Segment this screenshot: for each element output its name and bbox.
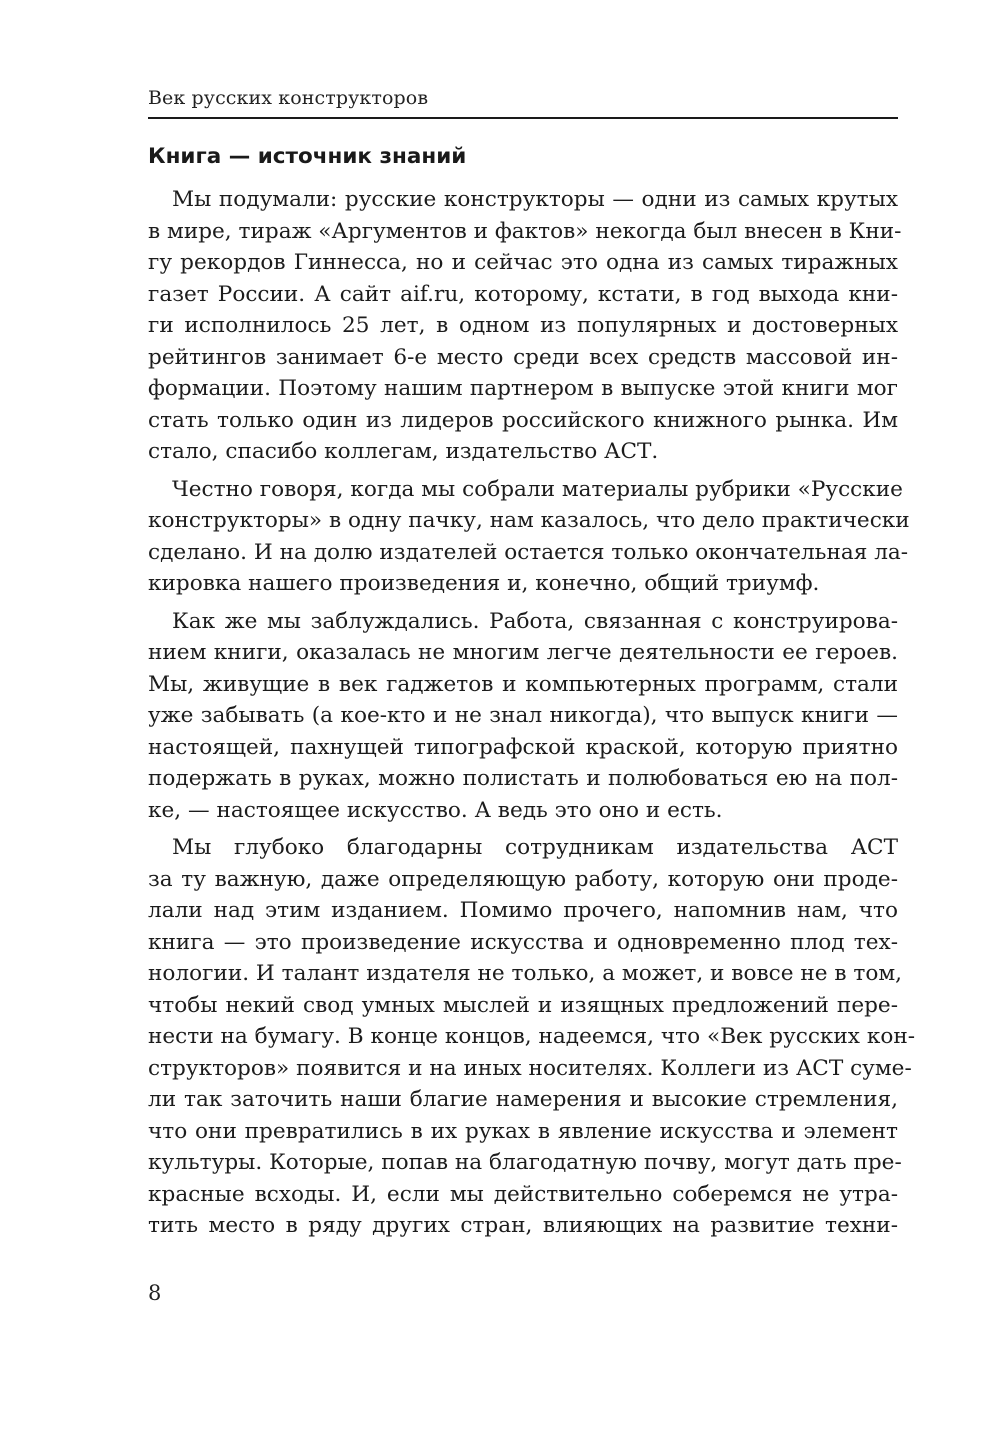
text-line: что они превратились в их руках в явление искусства и элемент — [148, 1118, 898, 1144]
text-line: конструкторы» в одну пачку, нам казалось, что дело практически — [148, 508, 910, 533]
page-body — [148, 140, 916, 1248]
text-line: настоящей, пахнущей типографской краской, которую приятно — [148, 734, 898, 760]
text-line: Мы глубоко благодарны сотрудникам издательства АСТ — [172, 835, 898, 860]
paragraphs-container — [148, 184, 916, 1242]
text-line: нологии. И талант издателя не только, а может, и вовсе не в том, — [148, 961, 903, 986]
text-line: подержать в руках, можно полистать и полюбоваться ею на пол- — [148, 766, 898, 791]
text-line: красные всходы. И, если мы действительно соберемся не утра- — [148, 1181, 898, 1207]
paragraph — [148, 832, 916, 1242]
text-line: Как же мы заблуждались. Работа, связанная с конструирова- — [172, 608, 898, 634]
text-line: Мы, живущие в век гаджетов и компьютерных программ, стали — [148, 671, 898, 697]
text-line: чтобы некий свод умных мыслей и изящных предложений пере- — [148, 992, 898, 1018]
text-line: ке, — настоящее искусство. А ведь это оно и есть. — [148, 797, 723, 823]
text-line: культуры. Которые, попав на благодатную почву, могут дать пре- — [148, 1150, 902, 1175]
text-line: газет России. А сайт aif.ru, которому, кстати, в год выхода кни- — [148, 281, 898, 307]
paragraph — [148, 474, 910, 600]
text-line: стать только один из лидеров российского книжного рынка. Им — [148, 407, 898, 433]
section-title: Книга — источник знаний — [148, 144, 467, 169]
text-line: стало, спасибо коллегам, издательство АСТ. — [148, 439, 659, 464]
text-line: структоров» появится и на иных носителях. Коллеги из АСТ суме- — [148, 1055, 912, 1081]
text-line: за ту важную, даже определяющую работу, которую они проде- — [148, 866, 898, 892]
paragraph — [148, 184, 902, 468]
text-line: гу рекордов Гиннесса, но и сейчас это одна из самых тиражных — [148, 250, 898, 275]
paragraph — [148, 606, 898, 827]
text-line: лали над этим изданием. Помимо прочего, напомнив нам, что — [148, 898, 898, 923]
text-line: Честно говоря, когда мы собрали материалы рубрики «Русские — [172, 476, 903, 502]
text-line: тить место в ряду других стран, влияющих на развитие техни- — [148, 1213, 898, 1238]
text-line: нием книги, оказалась не многим легче деятельности ее героев. — [148, 640, 898, 665]
text-line: ги исполнилось 25 лет, в одном из популярных и достоверных — [148, 313, 898, 338]
text-line: Мы подумали: русские конструкторы — одни из самых крутых — [172, 187, 898, 212]
text-line: книга — это произведение искусства и одновременно плод тех- — [148, 929, 898, 955]
text-line: рейтингов занимает 6-е место среди всех средств массовой ин- — [148, 344, 898, 370]
text-line: ли так заточить наши благие намерения и высокие стремления, — [148, 1087, 898, 1112]
text-line: кировка нашего произведения и, конечно, общий триумф. — [148, 571, 820, 596]
header-rule — [148, 117, 898, 119]
text-line: в мире, тираж «Аргументов и фактов» некогда был внесен в Кни- — [148, 218, 902, 244]
text-line: уже забывать (а кое-кто и не знал никогда), что выпуск книги — — [148, 703, 898, 728]
text-line: формации. Поэтому нашим партнером в выпуске этой книги мог — [148, 376, 898, 401]
text-line: нести на бумагу. В конце концов, надеемся, что «Век русских кон- — [148, 1024, 916, 1049]
text-line: сделано. И на долю издателей остается только окончательная ла- — [148, 539, 909, 565]
running-header: Век русских конструкторов — [148, 87, 429, 109]
page-number: 8 — [148, 1281, 162, 1305]
